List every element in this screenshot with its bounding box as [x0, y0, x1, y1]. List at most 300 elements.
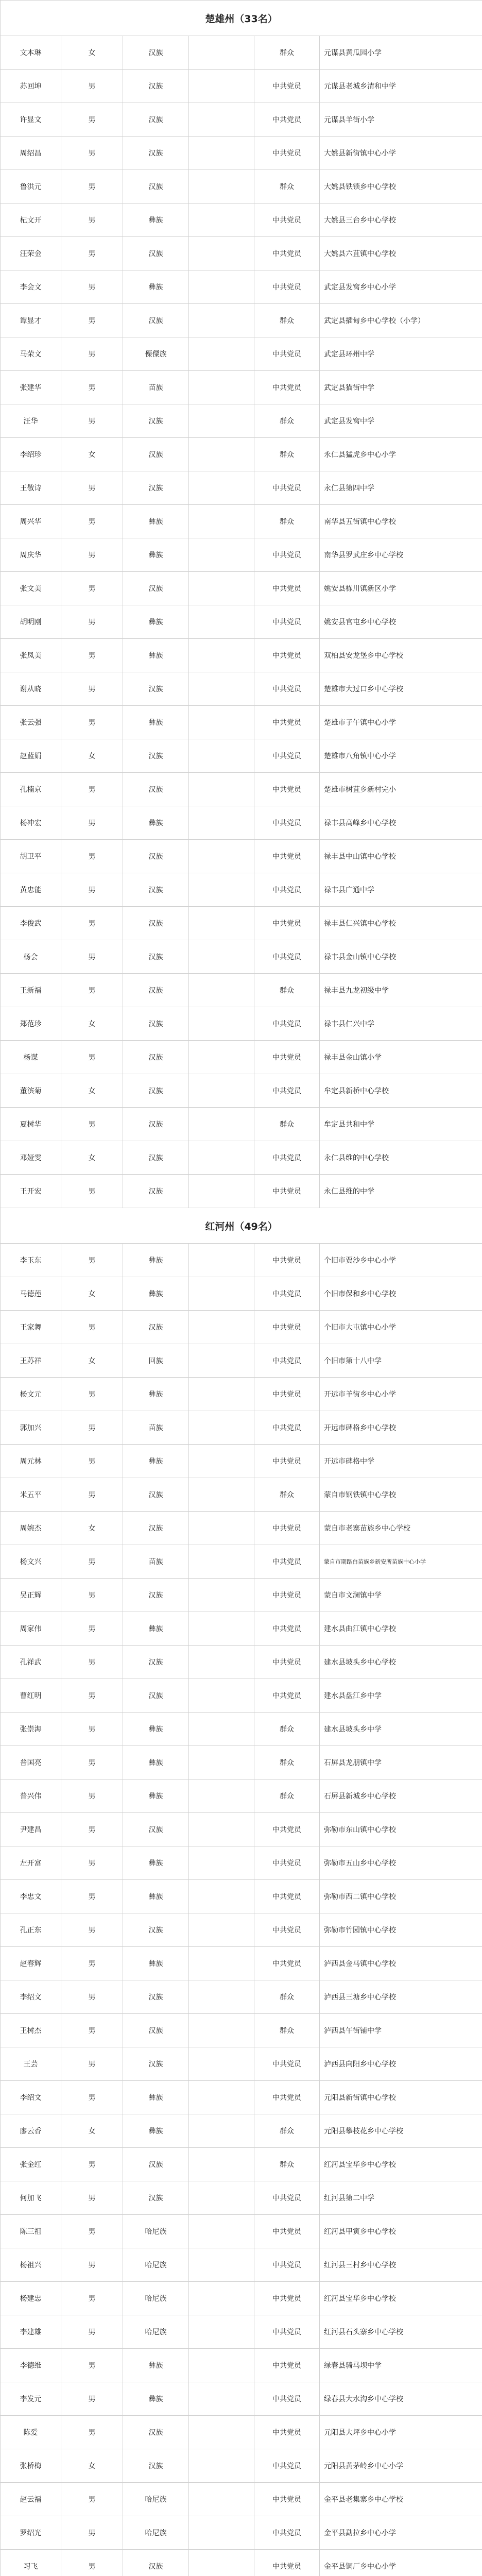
table-row	[1, 538, 482, 572]
school-cell: 武定县环州中学	[320, 337, 482, 371]
ethnicity-cell: 汉族	[123, 170, 189, 204]
political-status-cell: 中共党员	[254, 639, 320, 672]
name-cell: 罗绍光	[1, 2516, 61, 2550]
gender-cell: 男	[61, 1947, 123, 1980]
political-status-cell: 中共党员	[254, 873, 320, 907]
ethnicity-cell: 彝族	[123, 2382, 189, 2416]
political-status-cell: 中共党员	[254, 2483, 320, 2516]
table-row	[1, 739, 482, 773]
political-status-cell: 中共党员	[254, 2282, 320, 2315]
political-status-cell: 中共党员	[254, 337, 320, 371]
school-cell: 禄丰县高峰乡中心学校	[320, 806, 482, 840]
name-cell: 李忠文	[1, 1880, 61, 1913]
ethnicity-cell: 哈尼族	[123, 2315, 189, 2349]
name-cell: 胡明刚	[1, 605, 61, 639]
table-row	[1, 2215, 482, 2248]
political-status-cell: 群众	[254, 404, 320, 438]
gender-cell: 男	[61, 304, 123, 337]
gender-cell: 男	[61, 270, 123, 304]
political-status-cell: 中共党员	[254, 2181, 320, 2215]
political-status-cell: 中共党员	[254, 1175, 320, 1208]
gender-cell: 男	[61, 840, 123, 873]
name-cell: 曹红明	[1, 1679, 61, 1713]
school-cell: 泸西县向阳乡中心学校	[320, 2047, 482, 2081]
table-row	[1, 2382, 482, 2416]
table-row	[1, 1646, 482, 1679]
spacer-cell	[189, 438, 254, 471]
spacer-cell	[189, 237, 254, 270]
spacer-cell	[189, 2014, 254, 2047]
school-cell: 弥勒市西二镇中心学校	[320, 1880, 482, 1913]
name-cell: 习飞	[1, 2550, 61, 2576]
school-cell: 楚雄市大过口乡中心学校	[320, 672, 482, 706]
table-row	[1, 1175, 482, 1208]
school-cell: 建水县坡头乡中心学校	[320, 1646, 482, 1679]
political-status-cell: 中共党员	[254, 1411, 320, 1445]
political-status-cell: 中共党员	[254, 739, 320, 773]
school-cell: 弥勒市竹园镇中心学校	[320, 1913, 482, 1947]
political-status-cell: 中共党员	[254, 1041, 320, 1074]
political-status-cell: 中共党员	[254, 1880, 320, 1913]
ethnicity-cell: 汉族	[123, 1646, 189, 1679]
school-cell: 元阳县黄茅岭乡中心小学	[320, 2449, 482, 2483]
table-row	[1, 1411, 482, 1445]
political-status-cell: 中共党员	[254, 706, 320, 739]
ethnicity-cell: 汉族	[123, 840, 189, 873]
name-cell: 周元林	[1, 1445, 61, 1478]
table-row	[1, 773, 482, 806]
school-cell: 石屏县新城乡中心学校	[320, 1780, 482, 1813]
gender-cell: 男	[61, 471, 123, 505]
spacer-cell	[189, 1074, 254, 1108]
gender-cell: 男	[61, 237, 123, 270]
political-status-cell: 中共党员	[254, 1545, 320, 1579]
spacer-cell	[189, 1780, 254, 1813]
gender-cell: 男	[61, 2349, 123, 2382]
name-cell: 孔正东	[1, 1913, 61, 1947]
ethnicity-cell: 汉族	[123, 304, 189, 337]
gender-cell: 男	[61, 1411, 123, 1445]
ethnicity-cell: 汉族	[123, 1108, 189, 1141]
name-cell: 张金红	[1, 2148, 61, 2181]
table-row	[1, 1041, 482, 1074]
spacer-cell	[189, 1545, 254, 1579]
name-cell: 赵蓝娟	[1, 739, 61, 773]
spacer-cell	[189, 1344, 254, 1378]
name-cell: 杨文兴	[1, 1545, 61, 1579]
ethnicity-cell: 苗族	[123, 1545, 189, 1579]
political-status-cell: 群众	[254, 2148, 320, 2181]
table-row	[1, 2081, 482, 2114]
spacer-cell	[189, 1244, 254, 1277]
spacer-cell	[189, 170, 254, 204]
table-row	[1, 371, 482, 404]
name-cell: 周兴华	[1, 505, 61, 538]
ethnicity-cell: 彝族	[123, 1612, 189, 1646]
spacer-cell	[189, 1746, 254, 1780]
school-cell: 个旧市保和乡中心学校	[320, 1277, 482, 1311]
table-row	[1, 1813, 482, 1846]
ethnicity-cell: 汉族	[123, 1913, 189, 1947]
spacer-cell	[189, 404, 254, 438]
name-cell: 周婉杰	[1, 1512, 61, 1545]
ethnicity-cell: 汉族	[123, 103, 189, 137]
name-cell: 普兴伟	[1, 1780, 61, 1813]
name-cell: 张文美	[1, 572, 61, 605]
political-status-cell: 中共党员	[254, 907, 320, 940]
name-cell: 李会文	[1, 270, 61, 304]
spacer-cell	[189, 471, 254, 505]
gender-cell: 男	[61, 1478, 123, 1512]
gender-cell: 女	[61, 739, 123, 773]
political-status-cell: 中共党员	[254, 2349, 320, 2382]
school-cell: 泸西县三塘乡中心学校	[320, 1980, 482, 2014]
spacer-cell	[189, 1612, 254, 1646]
spacer-cell	[189, 1579, 254, 1612]
spacer-cell	[189, 605, 254, 639]
spacer-cell	[189, 1411, 254, 1445]
ethnicity-cell: 哈尼族	[123, 2483, 189, 2516]
gender-cell: 男	[61, 2315, 123, 2349]
table-row	[1, 505, 482, 538]
political-status-cell: 中共党员	[254, 2215, 320, 2248]
gender-cell: 男	[61, 1746, 123, 1780]
name-cell: 王开宏	[1, 1175, 61, 1208]
name-cell: 张凤美	[1, 639, 61, 672]
ethnicity-cell: 汉族	[123, 940, 189, 974]
name-cell: 张建华	[1, 371, 61, 404]
gender-cell: 男	[61, 1108, 123, 1141]
table-row	[1, 706, 482, 739]
ethnicity-cell: 汉族	[123, 1141, 189, 1175]
name-cell: 赵云福	[1, 2483, 61, 2516]
spacer-cell	[189, 773, 254, 806]
ethnicity-cell: 彝族	[123, 204, 189, 237]
ethnicity-cell: 汉族	[123, 438, 189, 471]
spacer-cell	[189, 2382, 254, 2416]
school-cell: 蒙自市钢铁镇中心学校	[320, 1478, 482, 1512]
ethnicity-cell: 哈尼族	[123, 2282, 189, 2315]
school-cell: 红河县甲寅乡中心学校	[320, 2215, 482, 2248]
gender-cell: 男	[61, 1244, 123, 1277]
table-row	[1, 873, 482, 907]
gender-cell: 男	[61, 1646, 123, 1679]
school-cell: 武定县发窝中学	[320, 404, 482, 438]
ethnicity-cell: 哈尼族	[123, 2215, 189, 2248]
table-row	[1, 1612, 482, 1646]
spacer-cell	[189, 2047, 254, 2081]
political-status-cell: 中共党员	[254, 1846, 320, 1880]
spacer-cell	[189, 304, 254, 337]
spacer-cell	[189, 1713, 254, 1746]
school-cell: 姚安县栋川镇新区小学	[320, 572, 482, 605]
table-row	[1, 974, 482, 1007]
spacer-cell	[189, 1311, 254, 1344]
table-row	[1, 1007, 482, 1041]
name-cell: 黄忠能	[1, 873, 61, 907]
school-cell: 永仁县维的中学	[320, 1175, 482, 1208]
gender-cell: 男	[61, 1880, 123, 1913]
school-cell: 绿春县骑马坝中学	[320, 2349, 482, 2382]
spacer-cell	[189, 1913, 254, 1947]
political-status-cell: 中共党员	[254, 572, 320, 605]
ethnicity-cell: 汉族	[123, 907, 189, 940]
ethnicity-cell: 汉族	[123, 739, 189, 773]
name-cell: 王树杰	[1, 2014, 61, 2047]
gender-cell: 男	[61, 103, 123, 137]
gender-cell: 女	[61, 36, 123, 70]
school-cell: 大姚县新街镇中心小学	[320, 137, 482, 170]
gender-cell: 男	[61, 672, 123, 706]
ethnicity-cell: 彝族	[123, 2114, 189, 2148]
ethnicity-cell: 汉族	[123, 1041, 189, 1074]
school-cell: 大姚县铁锁乡中心学校	[320, 170, 482, 204]
table-row	[1, 2014, 482, 2047]
spacer-cell	[189, 1679, 254, 1713]
ethnicity-cell: 彝族	[123, 2349, 189, 2382]
gender-cell: 男	[61, 706, 123, 739]
school-cell: 建水县曲江镇中心学校	[320, 1612, 482, 1646]
name-cell: 孔祥武	[1, 1646, 61, 1679]
school-cell: 牟定县共和中学	[320, 1108, 482, 1141]
political-status-cell: 中共党员	[254, 270, 320, 304]
name-cell: 周庆华	[1, 538, 61, 572]
name-cell: 汪荣金	[1, 237, 61, 270]
ethnicity-cell: 傈僳族	[123, 337, 189, 371]
school-cell: 禄丰县九龙初级中学	[320, 974, 482, 1007]
political-status-cell: 中共党员	[254, 1813, 320, 1846]
name-cell: 张云强	[1, 706, 61, 739]
spacer-cell	[189, 2148, 254, 2181]
gender-cell: 男	[61, 2516, 123, 2550]
ethnicity-cell: 汉族	[123, 1311, 189, 1344]
spacer-cell	[189, 572, 254, 605]
table-row	[1, 1545, 482, 1579]
school-cell: 双柏县安龙堡乡中心学校	[320, 639, 482, 672]
table-row	[1, 2449, 482, 2483]
political-status-cell: 中共党员	[254, 1579, 320, 1612]
spacer-cell	[189, 204, 254, 237]
ethnicity-cell: 汉族	[123, 471, 189, 505]
political-status-cell: 群众	[254, 170, 320, 204]
spacer-cell	[189, 137, 254, 170]
political-status-cell: 中共党员	[254, 1612, 320, 1646]
table-row	[1, 1713, 482, 1746]
name-cell: 周绍昌	[1, 137, 61, 170]
political-status-cell: 中共党员	[254, 2047, 320, 2081]
gender-cell: 男	[61, 2248, 123, 2282]
ethnicity-cell: 彝族	[123, 1947, 189, 1980]
political-status-cell: 中共党员	[254, 103, 320, 137]
political-status-cell: 群众	[254, 2014, 320, 2047]
spacer-cell	[189, 371, 254, 404]
gender-cell: 男	[61, 639, 123, 672]
political-status-cell: 中共党员	[254, 940, 320, 974]
table-row	[1, 404, 482, 438]
political-status-cell: 中共党员	[254, 1311, 320, 1344]
spacer-cell	[189, 1512, 254, 1545]
spacer-cell	[189, 739, 254, 773]
spacer-cell	[189, 840, 254, 873]
political-status-cell: 中共党员	[254, 806, 320, 840]
political-status-cell: 中共党员	[254, 1344, 320, 1378]
spacer-cell	[189, 940, 254, 974]
school-cell: 大姚县六苴镇中心学校	[320, 237, 482, 270]
political-status-cell: 中共党员	[254, 672, 320, 706]
name-cell: 李建雄	[1, 2315, 61, 2349]
ethnicity-cell: 汉族	[123, 237, 189, 270]
table-row	[1, 1277, 482, 1311]
political-status-cell: 中共党员	[254, 1445, 320, 1478]
political-status-cell: 中共党员	[254, 2081, 320, 2114]
ethnicity-cell: 彝族	[123, 706, 189, 739]
table-row	[1, 1980, 482, 2014]
spacer-cell	[189, 2516, 254, 2550]
political-status-cell: 中共党员	[254, 1244, 320, 1277]
political-status-cell: 中共党员	[254, 204, 320, 237]
school-cell: 永仁县维的中心学校	[320, 1141, 482, 1175]
gender-cell: 男	[61, 1175, 123, 1208]
spacer-cell	[189, 1646, 254, 1679]
table-row	[1, 907, 482, 940]
table-row	[1, 337, 482, 371]
political-status-cell: 中共党员	[254, 1679, 320, 1713]
table-row	[1, 806, 482, 840]
ethnicity-cell: 汉族	[123, 137, 189, 170]
name-cell: 李绍文	[1, 1980, 61, 2014]
gender-cell: 女	[61, 1007, 123, 1041]
name-cell: 杨建忠	[1, 2282, 61, 2315]
table-row	[1, 2148, 482, 2181]
ethnicity-cell: 汉族	[123, 672, 189, 706]
ethnicity-cell: 彝族	[123, 1378, 189, 1411]
spacer-cell	[189, 2081, 254, 2114]
school-cell: 姚安县官屯乡中心学校	[320, 605, 482, 639]
political-status-cell: 中共党员	[254, 2416, 320, 2449]
gender-cell: 男	[61, 538, 123, 572]
table-row	[1, 940, 482, 974]
spacer-cell	[189, 639, 254, 672]
gender-cell: 男	[61, 1713, 123, 1746]
school-cell: 南华县五街镇中心学校	[320, 505, 482, 538]
school-cell: 禄丰县仁兴镇中心学校	[320, 907, 482, 940]
gender-cell: 男	[61, 1545, 123, 1579]
name-cell: 苏回坤	[1, 70, 61, 103]
table-row	[1, 2248, 482, 2282]
school-cell: 泸西县午街铺中学	[320, 2014, 482, 2047]
spacer-cell	[189, 2449, 254, 2483]
spacer-cell	[189, 2248, 254, 2282]
spacer-cell	[189, 1007, 254, 1041]
gender-cell: 男	[61, 940, 123, 974]
gender-cell: 男	[61, 2282, 123, 2315]
name-cell: 鲁洪元	[1, 170, 61, 204]
ethnicity-cell: 彝族	[123, 538, 189, 572]
name-cell: 马荣文	[1, 337, 61, 371]
school-cell: 个旧市大屯镇中心小学	[320, 1311, 482, 1344]
gender-cell: 男	[61, 2014, 123, 2047]
ethnicity-cell: 汉族	[123, 2449, 189, 2483]
school-cell: 楚雄市八角镇中心小学	[320, 739, 482, 773]
political-status-cell: 群众	[254, 974, 320, 1007]
name-cell: 杨祖兴	[1, 2248, 61, 2282]
school-cell: 武定县猫街中学	[320, 371, 482, 404]
political-status-cell: 中共党员	[254, 2248, 320, 2282]
name-cell: 陈三祖	[1, 2215, 61, 2248]
table-row	[1, 1512, 482, 1545]
spacer-cell	[189, 2114, 254, 2148]
spacer-cell	[189, 806, 254, 840]
gender-cell: 男	[61, 572, 123, 605]
name-cell: 孔楠京	[1, 773, 61, 806]
name-cell: 米五平	[1, 1478, 61, 1512]
school-cell: 南华县罗武庄乡中心学校	[320, 538, 482, 572]
section-header	[1, 1, 482, 36]
school-cell: 个旧市贾沙乡中心小学	[320, 1244, 482, 1277]
gender-cell: 男	[61, 137, 123, 170]
name-cell: 王新福	[1, 974, 61, 1007]
school-cell: 蒙自市老寨苗族乡中心学校	[320, 1512, 482, 1545]
spacer-cell	[189, 1108, 254, 1141]
spacer-cell	[189, 1813, 254, 1846]
table-row	[1, 1579, 482, 1612]
school-cell: 弥勒市东山镇中心学校	[320, 1813, 482, 1846]
school-cell: 绿春县大水沟乡中心学校	[320, 2382, 482, 2416]
gender-cell: 男	[61, 2081, 123, 2114]
gender-cell: 男	[61, 505, 123, 538]
name-cell: 夏树华	[1, 1108, 61, 1141]
political-status-cell: 群众	[254, 304, 320, 337]
school-cell: 建水县盘江乡中学	[320, 1679, 482, 1713]
ethnicity-cell: 汉族	[123, 2148, 189, 2181]
table-row	[1, 1141, 482, 1175]
ethnicity-cell: 哈尼族	[123, 2516, 189, 2550]
table-row	[1, 639, 482, 672]
school-cell: 禄丰县仁兴中学	[320, 1007, 482, 1041]
name-cell: 何加飞	[1, 2181, 61, 2215]
spacer-cell	[189, 2181, 254, 2215]
political-status-cell: 中共党员	[254, 1007, 320, 1041]
table-row	[1, 1244, 482, 1277]
gender-cell: 男	[61, 2148, 123, 2181]
political-status-cell: 中共党员	[254, 2315, 320, 2349]
political-status-cell: 中共党员	[254, 237, 320, 270]
ethnicity-cell: 汉族	[123, 773, 189, 806]
spacer-cell	[189, 103, 254, 137]
gender-cell: 男	[61, 873, 123, 907]
name-cell: 尹建昌	[1, 1813, 61, 1846]
school-cell: 个旧市第十八中学	[320, 1344, 482, 1378]
school-cell: 红河县宝华乡中心学校	[320, 2148, 482, 2181]
political-status-cell: 群众	[254, 1478, 320, 1512]
school-cell: 石屏县龙朋镇中学	[320, 1746, 482, 1780]
spacer-cell	[189, 2215, 254, 2248]
gender-cell: 男	[61, 170, 123, 204]
ethnicity-cell: 汉族	[123, 974, 189, 1007]
political-status-cell: 群众	[254, 2114, 320, 2148]
ethnicity-cell: 彝族	[123, 1846, 189, 1880]
spacer-cell	[189, 1980, 254, 2014]
table-row	[1, 1913, 482, 1947]
school-cell: 红河县三村乡中心学校	[320, 2248, 482, 2282]
name-cell: 张崇海	[1, 1713, 61, 1746]
ethnicity-cell: 彝族	[123, 806, 189, 840]
spacer-cell	[189, 706, 254, 739]
spacer-cell	[189, 1141, 254, 1175]
table-row	[1, 1746, 482, 1780]
ethnicity-cell: 汉族	[123, 1007, 189, 1041]
name-cell: 普国亮	[1, 1746, 61, 1780]
